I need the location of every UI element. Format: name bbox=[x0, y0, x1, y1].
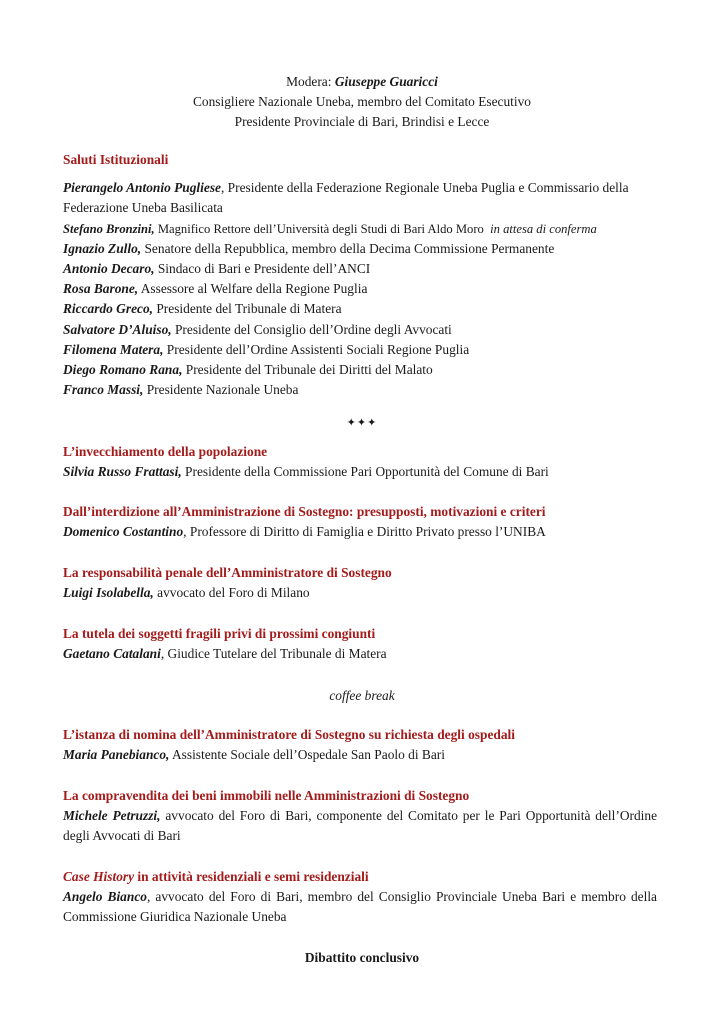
talk-title: La responsabilità penale dell’Amministratore di Sostegno bbox=[63, 565, 392, 580]
speaker-name: Pierangelo Antonio Pugliese bbox=[63, 180, 221, 196]
speaker-name: Diego Romano Rana, bbox=[63, 362, 183, 378]
talk-title bbox=[63, 867, 657, 887]
talk-title: L’istanza di nomina dell’Amministratore di Sostegno su richiesta degli ospedali bbox=[63, 727, 515, 742]
closing-debate: Dibattito conclusivo bbox=[304, 950, 420, 965]
section-title: Saluti Istituzionali bbox=[63, 152, 169, 167]
speaker-line bbox=[63, 239, 657, 259]
speaker-name: Michele Petruzzi, bbox=[63, 808, 161, 824]
speaker-role: Sindaco di Bari e Presidente dell’ANCI bbox=[154, 261, 371, 277]
moderator-label: Modera: bbox=[286, 74, 332, 89]
speaker-role: Presidente della Commissione Pari Opportunità del Comune di Bari bbox=[181, 464, 549, 480]
talk-block bbox=[63, 563, 657, 603]
speaker-name: Angelo Bianco bbox=[63, 889, 147, 905]
speaker-role: Presidente del Tribunale dei Diritti del Malato bbox=[182, 362, 433, 378]
talk-speaker bbox=[63, 745, 657, 765]
greetings-section bbox=[63, 150, 657, 400]
moderator-block bbox=[0, 72, 724, 132]
speaker-role: Magnifico Rettore dell’Università degli Studi di Bari Aldo Moro bbox=[154, 221, 484, 236]
speaker-role: Presidente Nazionale Uneba bbox=[143, 382, 299, 398]
speaker-role: , avvocato del Foro di Bari, membro del Consiglio Provinciale Uneba Bari e membro della Commissione Giuridica Nazionale Uneba bbox=[63, 889, 658, 925]
speaker-name: Riccardo Greco, bbox=[63, 301, 153, 317]
speaker-role: Presidente del Tribunale di Matera bbox=[153, 301, 342, 317]
talk-speaker bbox=[63, 806, 657, 846]
speaker-line bbox=[63, 178, 657, 218]
speaker-name: Gaetano Catalani bbox=[63, 646, 161, 662]
speaker-name: Franco Massi, bbox=[63, 382, 144, 398]
speaker-name: Maria Panebianco, bbox=[63, 747, 170, 763]
moderator-name: Giuseppe Guaricci bbox=[334, 74, 438, 89]
speaker-role: Senatore della Repubblica, membro della Decima Commissione Permanente bbox=[141, 240, 555, 256]
speaker-role: , Presidente della Federazione Regionale Uneba Puglia e Commissario della Federazione Uneba Basilicata bbox=[63, 180, 629, 216]
speaker-line bbox=[63, 380, 657, 400]
talk-title-italic: Case History bbox=[63, 869, 135, 884]
speaker-role: Assessore al Welfare della Regione Puglia bbox=[138, 281, 368, 297]
speaker-role: , Giudice Tutelare del Tribunale di Matera bbox=[160, 646, 387, 662]
speaker-name: Luigi Isolabella, bbox=[63, 585, 154, 601]
talk-block bbox=[63, 786, 657, 847]
talk-speaker bbox=[63, 583, 657, 603]
speaker-note: in attesa di conferma bbox=[490, 221, 597, 236]
speaker-line bbox=[63, 360, 657, 380]
talk-speaker bbox=[63, 462, 657, 482]
talk-title: La compravendita dei beni immobili nelle Amministrazioni di Sostegno bbox=[63, 788, 470, 803]
talk-block bbox=[63, 502, 657, 542]
talk-speaker bbox=[63, 644, 657, 664]
speaker-name: Antonio Decaro, bbox=[63, 261, 155, 277]
talk-title: La tutela dei soggetti fragili privi di prossimi congiunti bbox=[63, 626, 376, 641]
speaker-name: Stefano Bronzini, bbox=[63, 221, 155, 236]
speaker-line bbox=[63, 340, 657, 360]
separator-ornament: ✦✦✦ bbox=[346, 417, 378, 429]
speaker-name: Silvia Russo Frattasi, bbox=[63, 464, 182, 480]
talk-block bbox=[63, 624, 657, 664]
talk-block bbox=[63, 725, 657, 765]
speaker-role: Assistente Sociale dell’Ospedale San Paolo di Bari bbox=[169, 747, 445, 763]
speaker-name: Rosa Barone, bbox=[63, 281, 139, 297]
speaker-role: Presidente del Consiglio dell’Ordine degli Avvocati bbox=[171, 321, 452, 337]
moderator-role-2: Presidente Provinciale di Bari, Brindisi e Lecce bbox=[234, 114, 490, 129]
talk-title: Dall’interdizione all’Amministrazione di Sostegno: presupposti, motivazioni e criteri bbox=[63, 504, 546, 519]
speaker-role: Presidente dell’Ordine Assistenti Sociali Regione Puglia bbox=[163, 341, 470, 357]
speaker-role: avvocato del Foro di Milano bbox=[153, 585, 310, 601]
speaker-role: avvocato del Foro di Bari, componente del Comitato per le Pari Opportunità dell’Ordine degli Avvocati di Bari bbox=[63, 808, 658, 844]
speaker-line bbox=[63, 279, 657, 299]
speaker-name: Salvatore D’Aluiso, bbox=[63, 321, 172, 337]
speaker-line bbox=[63, 320, 657, 340]
talk-speaker bbox=[63, 522, 657, 542]
moderator-line bbox=[0, 72, 724, 92]
moderator-role: Consigliere Nazionale Uneba, membro del Comitato Esecutivo bbox=[192, 94, 532, 109]
talk-title-rest: in attività residenziali e semi residenziali bbox=[134, 869, 369, 884]
speaker-name: Domenico Costantino bbox=[63, 524, 184, 540]
talk-speaker bbox=[63, 887, 657, 927]
speaker-line bbox=[63, 259, 657, 279]
speaker-name: Filomena Matera, bbox=[63, 341, 164, 357]
speaker-line bbox=[63, 299, 657, 319]
speaker-role: , Professore di Diritto di Famiglia e Diritto Privato presso l’UNIBA bbox=[183, 524, 546, 540]
talk-block bbox=[63, 867, 657, 928]
coffee-break: coffee break bbox=[329, 688, 395, 703]
talk-title: L’invecchiamento della popolazione bbox=[63, 444, 268, 459]
speaker-name: Ignazio Zullo, bbox=[63, 240, 142, 256]
talk-block bbox=[63, 442, 657, 482]
speaker-line bbox=[63, 219, 657, 239]
